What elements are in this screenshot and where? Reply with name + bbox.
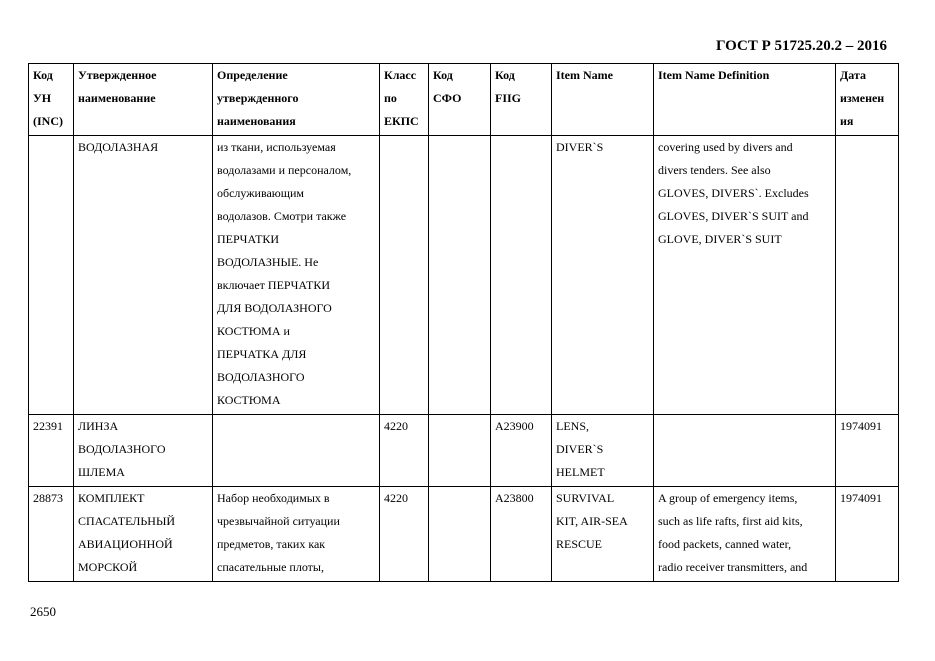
cell-date: 1974091	[836, 487, 899, 582]
table-row	[29, 487, 899, 582]
cell-fiig: A23800	[491, 487, 552, 582]
table-row	[29, 136, 899, 415]
cell-approved-name: ЛИНЗА ВОДОЛАЗНОГО ШЛЕМА	[74, 415, 213, 487]
cell-sfo	[429, 136, 491, 415]
header-sfo-code: Код СФО	[429, 64, 491, 136]
cell-definition	[213, 415, 380, 487]
cell-class	[380, 136, 429, 415]
header-change-date: Дата изменен ия	[836, 64, 899, 136]
cell-approved-name: КОМПЛЕКТ СПАСАТЕЛЬНЫЙ АВИАЦИОННОЙ МОРСКОЙ	[74, 487, 213, 582]
header-inc-code: Код УН (INC)	[29, 64, 74, 136]
catalog-table	[28, 63, 899, 582]
cell-class: 4220	[380, 415, 429, 487]
cell-item-definition: A group of emergency items, such as life rafts, first aid kits, food packets, canned water, radio receiver transmitters, and	[654, 487, 836, 582]
cell-date: 1974091	[836, 415, 899, 487]
cell-fiig	[491, 136, 552, 415]
cell-fiig: A23900	[491, 415, 552, 487]
cell-item-definition: covering used by divers and divers tenders. See also GLOVES, DIVERS`. Excludes GLOVES, DIVER`S SUIT and GLOVE, DIVER`S SUIT	[654, 136, 836, 415]
header-fiig-code: Код FIIG	[491, 64, 552, 136]
header-item-name: Item Name	[552, 64, 654, 136]
cell-date	[836, 136, 899, 415]
cell-item-name: DIVER`S	[552, 136, 654, 415]
header-ekps-class: Класс по ЕКПС	[380, 64, 429, 136]
document-title: ГОСТ Р 51725.20.2 – 2016	[715, 38, 887, 54]
header-approved-name: Утвержденное наименование	[74, 64, 213, 136]
cell-item-name: SURVIVAL KIT, AIR-SEA RESCUE	[552, 487, 654, 582]
cell-inc: 28873	[29, 487, 74, 582]
table-row	[29, 415, 899, 487]
cell-inc	[29, 136, 74, 415]
page-number: 2650	[30, 604, 56, 619]
header-name-definition: Определение утвержденного наименования	[213, 64, 380, 136]
cell-inc: 22391	[29, 415, 74, 487]
cell-item-definition	[654, 415, 836, 487]
table-header-row	[29, 64, 899, 136]
cell-sfo	[429, 487, 491, 582]
cell-approved-name: ВОДОЛАЗНАЯ	[74, 136, 213, 415]
cell-sfo	[429, 415, 491, 487]
cell-class: 4220	[380, 487, 429, 582]
header-item-name-definition: Item Name Definition	[654, 64, 836, 136]
cell-definition: из ткани, используемая водолазами и персоналом, обслуживающим водолазов. Смотри также ПЕРЧАТКИ ВОДОЛАЗНЫЕ. Не включает ПЕРЧАТКИ ДЛЯ ВОДОЛАЗНОГО КОСТЮМА и ПЕРЧАТКА ДЛЯ ВОДОЛАЗНОГО КОСТЮМА	[213, 136, 380, 415]
cell-definition: Набор необходимых в чрезвычайной ситуации предметов, таких как спасательные плоты,	[213, 487, 380, 582]
cell-item-name: LENS, DIVER`S HELMET	[552, 415, 654, 487]
